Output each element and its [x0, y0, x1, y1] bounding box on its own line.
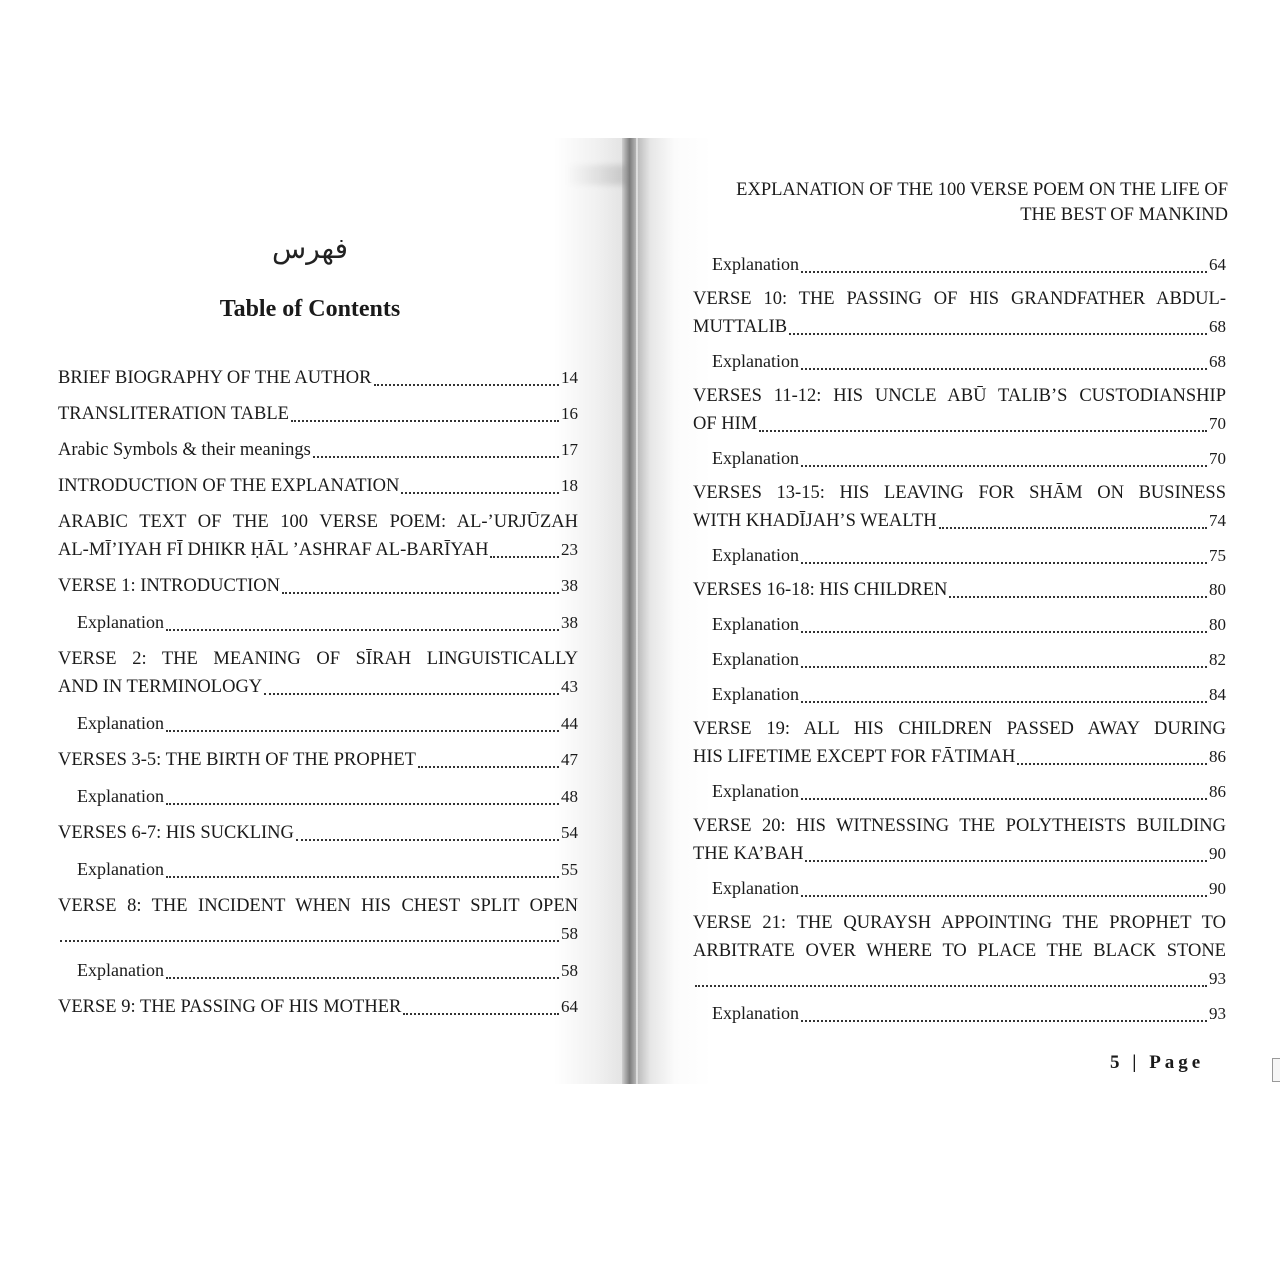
toc-entry [693, 909, 1226, 993]
toc-subentry [693, 680, 1226, 709]
arabic-heading: فهرس [272, 232, 348, 265]
dot-leader [801, 797, 1207, 800]
toc-page-number: 47 [561, 750, 578, 769]
toc-page-number: 64 [1209, 255, 1226, 274]
toc-page-number: 80 [1209, 580, 1226, 599]
toc-page-number: 58 [561, 924, 578, 943]
toc-entry-title: Explanation [712, 448, 799, 468]
toc-entry-title: Explanation [712, 1003, 799, 1023]
toc-entry-title: OF HIM [693, 414, 758, 434]
toc-entry-title: Explanation [77, 960, 164, 980]
toc-entry [58, 472, 578, 500]
toc-entry-title: Explanation [712, 684, 799, 704]
toc-line [712, 347, 1226, 376]
toc-line [58, 920, 578, 948]
toc-entry-title: VERSE 2: THE MEANING OF SĪRAH LINGUISTICALLY [58, 649, 578, 669]
dot-leader [60, 939, 559, 942]
dot-leader [296, 838, 559, 841]
toc-line [693, 507, 1226, 535]
toc-line [712, 645, 1226, 674]
toc-page-number: 17 [561, 440, 578, 459]
toc-entry [58, 508, 578, 564]
toc-line [712, 680, 1226, 709]
toc-line [712, 777, 1226, 806]
running-header-line-2: THE BEST OF MANKIND [1020, 205, 1228, 225]
toc-entry-title: Explanation [77, 786, 164, 806]
toc-line [58, 993, 578, 1021]
toc-line [693, 382, 1226, 410]
toc-entry-title: HIS LIFETIME EXCEPT FOR FĀTIMAH [693, 747, 1016, 767]
dot-leader [801, 665, 1207, 668]
toc-page-number: 70 [1209, 449, 1226, 468]
toc-page-number: 18 [561, 476, 578, 495]
toc-entry-title: VERSES 11-12: HIS UNCLE ABŪ TALIB’S CUSTODIANSHIP [693, 386, 1226, 406]
toc-line [58, 892, 578, 920]
toc-page-number: 16 [561, 404, 578, 423]
page-word: Page [1149, 1052, 1205, 1073]
toc-subentry [58, 782, 578, 811]
toc-line [693, 313, 1226, 341]
toc-page-number: 43 [561, 677, 578, 696]
dot-leader [949, 595, 1207, 598]
toc-subentry [693, 610, 1226, 639]
toc-entry-title: Explanation [712, 545, 799, 565]
toc-line [693, 410, 1226, 438]
toc-line [712, 444, 1226, 473]
toc-page-number: 75 [1209, 546, 1226, 565]
dot-leader [1017, 762, 1207, 765]
toc-line [693, 840, 1226, 868]
toc-page-number: 54 [561, 823, 578, 842]
toc-page-number: 74 [1209, 511, 1226, 530]
toc-line [693, 576, 1226, 604]
toc-left-column [58, 364, 578, 1029]
toc-page-number: 86 [1209, 782, 1226, 801]
toc-entry-title: Explanation [712, 878, 799, 898]
toc-line [58, 746, 578, 774]
toc-entry [693, 812, 1226, 868]
toc-entry-title: Explanation [712, 649, 799, 669]
toc-entry-title: Explanation [712, 254, 799, 274]
toc-page-number: 68 [1209, 352, 1226, 371]
toc-subentry [58, 709, 578, 738]
toc-entry [58, 572, 578, 600]
toc-line [58, 508, 578, 536]
toc-subentry [693, 874, 1226, 903]
running-header [695, 178, 1228, 228]
dot-leader [403, 1012, 559, 1015]
toc-line [58, 673, 578, 701]
dot-leader [166, 628, 559, 631]
dot-leader [374, 383, 559, 386]
toc-line [58, 400, 578, 428]
toc-line [693, 715, 1226, 743]
toc-entry-title: Explanation [77, 859, 164, 879]
dot-leader [166, 802, 559, 805]
dot-leader [801, 630, 1207, 633]
toc-entry [58, 819, 578, 847]
toc-line [712, 541, 1226, 570]
toc-entry [693, 479, 1226, 535]
toc-page-number: 82 [1209, 650, 1226, 669]
toc-subentry [58, 956, 578, 985]
toc-entry-title: AL-MĪ’IYAH FĪ DHIKR ḤĀL ’ASHRAF AL-BARĪYAH [58, 540, 489, 560]
dot-leader [801, 894, 1207, 897]
toc-entry-title: VERSE 9: THE PASSING OF HIS MOTHER [58, 997, 402, 1017]
toc-page-number: 90 [1209, 844, 1226, 863]
toc-entry-title: MUTTALIB [693, 317, 788, 337]
toc-line [77, 855, 578, 884]
toc-line [58, 645, 578, 673]
dot-leader [282, 591, 559, 594]
toc-entry [693, 576, 1226, 604]
toc-entry-title: Arabic Symbols & their meanings [58, 440, 311, 460]
toc-page-number: 93 [1209, 1004, 1226, 1023]
toc-entry-title: AND IN TERMINOLOGY [58, 677, 263, 697]
dot-leader [801, 367, 1207, 370]
page-separator: | [1132, 1052, 1141, 1073]
toc-page-number: 70 [1209, 414, 1226, 433]
toc-line [77, 709, 578, 738]
toc-entry [693, 715, 1226, 771]
page-number: 5 [1110, 1052, 1124, 1073]
toc-line [58, 572, 578, 600]
dot-leader [418, 765, 559, 768]
dot-leader [166, 976, 559, 979]
dot-leader [759, 429, 1207, 432]
toc-page-number: 44 [561, 714, 578, 733]
toc-subentry [693, 250, 1226, 279]
next-page-edge [1272, 1058, 1280, 1082]
toc-line [693, 743, 1226, 771]
toc-subentry [693, 645, 1226, 674]
toc-entry-title: VERSE 10: THE PASSING OF HIS GRANDFATHER ABDUL- [693, 289, 1226, 309]
dot-leader [313, 455, 559, 458]
toc-line [58, 472, 578, 500]
toc-line [77, 608, 578, 637]
toc-line [693, 937, 1226, 965]
toc-entry [58, 993, 578, 1021]
toc-entry [58, 364, 578, 392]
toc-entry [58, 645, 578, 701]
toc-entry-title: VERSE 1: INTRODUCTION [58, 576, 280, 596]
toc-entry-title: VERSE 20: HIS WITNESSING THE POLYTHEISTS BUILDING [693, 816, 1226, 836]
toc-entry-title: VERSE 21: THE QURAYSH APPOINTING THE PROPHET TO [693, 913, 1226, 933]
toc-entry-title: Explanation [77, 612, 164, 632]
toc-entry [58, 436, 578, 464]
toc-right-column [693, 250, 1226, 1034]
toc-line [58, 364, 578, 392]
toc-entry [693, 382, 1226, 438]
toc-page-number: 55 [561, 860, 578, 879]
toc-subentry [693, 541, 1226, 570]
dot-leader [490, 555, 559, 558]
toc-entry-title: ARABIC TEXT OF THE 100 VERSE POEM: AL-’URJŪZAH [58, 512, 578, 532]
toc-entry-title: BRIEF BIOGRAPHY OF THE AUTHOR [58, 368, 372, 388]
dot-leader [695, 984, 1207, 987]
dot-leader [801, 464, 1207, 467]
toc-subentry [693, 999, 1226, 1028]
toc-entry-title: VERSES 13-15: HIS LEAVING FOR SHĀM ON BUSINESS [693, 483, 1226, 503]
toc-line [77, 956, 578, 985]
toc-entry-title: VERSE 19: ALL HIS CHILDREN PASSED AWAY DURING [693, 719, 1226, 739]
dot-leader [291, 419, 559, 422]
toc-entry [693, 285, 1226, 341]
toc-entry-title: Explanation [712, 614, 799, 634]
toc-entry-title: VERSES 16-18: HIS CHILDREN [693, 580, 948, 600]
toc-line [712, 250, 1226, 279]
dot-leader [264, 692, 559, 695]
dot-leader [789, 332, 1207, 335]
toc-page-number: 64 [561, 997, 578, 1016]
dot-leader [939, 526, 1207, 529]
toc-subentry [693, 347, 1226, 376]
toc-page-number: 23 [561, 540, 578, 559]
toc-line [693, 965, 1226, 993]
toc-entry-title: INTRODUCTION OF THE EXPLANATION [58, 476, 400, 496]
book-gutter [622, 138, 636, 1084]
toc-entry-title: THE KA’BAH [693, 844, 804, 864]
toc-line [693, 479, 1226, 507]
page-footer [1110, 1052, 1204, 1074]
toc-entry [58, 746, 578, 774]
toc-entry-title: VERSES 6-7: HIS SUCKLING [58, 823, 294, 843]
toc-page-number: 14 [561, 368, 578, 387]
toc-subentry [693, 777, 1226, 806]
toc-page-number: 86 [1209, 747, 1226, 766]
toc-line [58, 436, 578, 464]
toc-page-number: 38 [561, 576, 578, 595]
toc-line [58, 536, 578, 564]
toc-line [77, 782, 578, 811]
toc-entry-title: Explanation [712, 351, 799, 371]
toc-page-number: 80 [1209, 615, 1226, 634]
dot-leader [801, 270, 1207, 273]
dot-leader [801, 700, 1207, 703]
toc-entry-title: VERSE 8: THE INCIDENT WHEN HIS CHEST SPLIT OPEN [58, 896, 578, 916]
toc-entry [58, 400, 578, 428]
toc-entry-title: ARBITRATE OVER WHERE TO PLACE THE BLACK STONE [693, 941, 1226, 961]
toc-line [712, 874, 1226, 903]
toc-entry-title: Explanation [77, 713, 164, 733]
toc-line [693, 285, 1226, 313]
dot-leader [401, 491, 559, 494]
toc-entry-title: Explanation [712, 781, 799, 801]
toc-page-number: 38 [561, 613, 578, 632]
dot-leader [166, 875, 559, 878]
toc-line [693, 909, 1226, 937]
dot-leader [801, 561, 1207, 564]
dot-leader [166, 729, 559, 732]
toc-subentry [693, 444, 1226, 473]
toc-page-number: 90 [1209, 879, 1226, 898]
toc-entry [58, 892, 578, 948]
show-through-shadow [565, 165, 625, 185]
toc-entry-title: VERSES 3-5: THE BIRTH OF THE PROPHET [58, 750, 416, 770]
toc-page-number: 58 [561, 961, 578, 980]
dot-leader [801, 1019, 1207, 1022]
running-header-line-1: EXPLANATION OF THE 100 VERSE POEM ON THE LIFE OF [736, 180, 1228, 200]
toc-line [693, 812, 1226, 840]
toc-entry-title: WITH KHADĪJAH’S WEALTH [693, 511, 937, 531]
toc-heading: Table of Contents [219, 296, 401, 322]
toc-subentry [58, 608, 578, 637]
toc-line [58, 819, 578, 847]
toc-page-number: 84 [1209, 685, 1226, 704]
dot-leader [805, 859, 1207, 862]
toc-page-number: 93 [1209, 969, 1226, 988]
toc-line [712, 999, 1226, 1028]
toc-subentry [58, 855, 578, 884]
toc-page-number: 68 [1209, 317, 1226, 336]
toc-line [712, 610, 1226, 639]
toc-page-number: 48 [561, 787, 578, 806]
toc-entry-title: TRANSLITERATION TABLE [58, 404, 289, 424]
